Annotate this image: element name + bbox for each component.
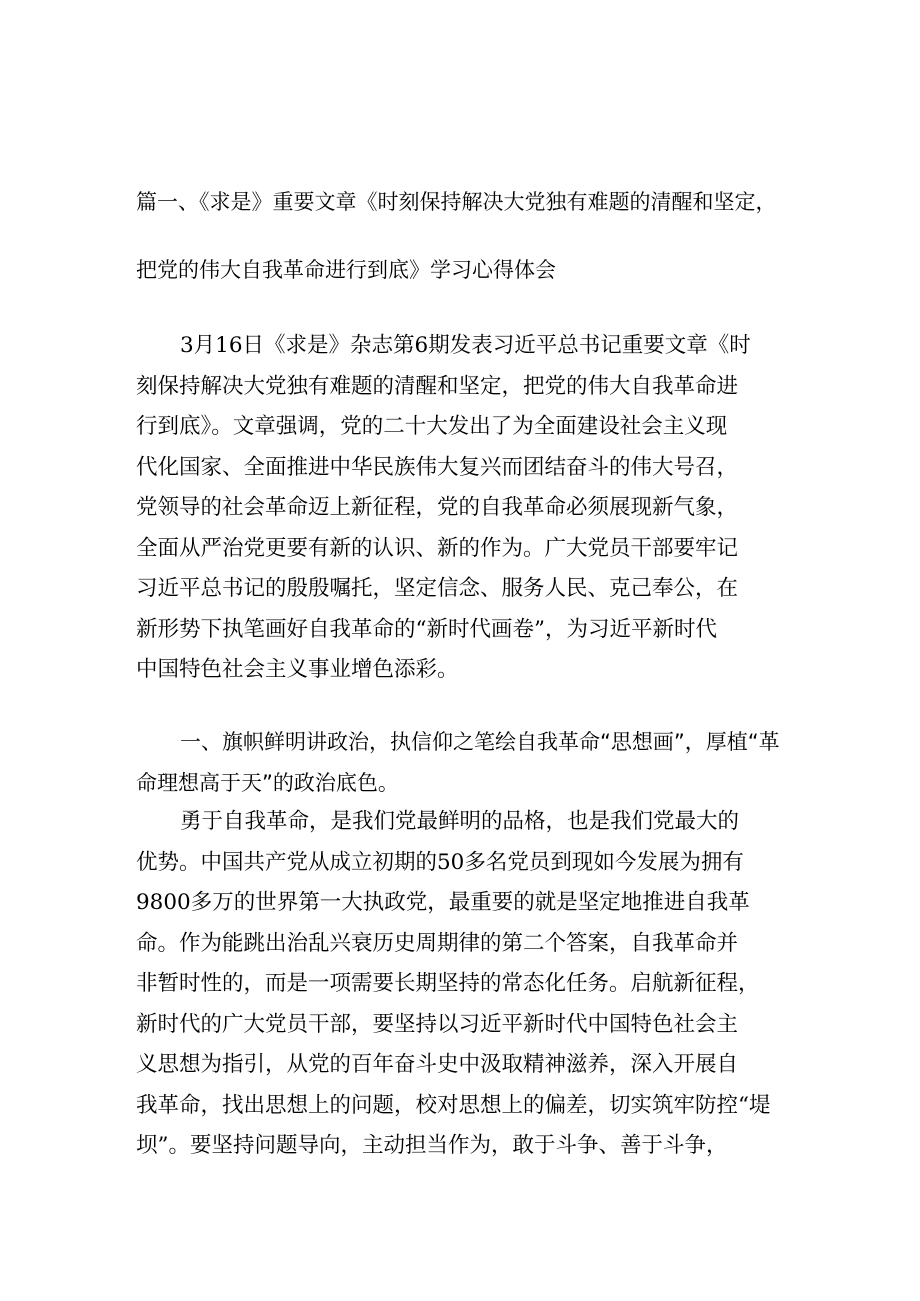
heading-line: 命理想高于天”的政治底色。 xyxy=(136,770,399,795)
paragraph-line: 优势。中国共产党从成立初期的50多名党员到现如今发展为拥有 xyxy=(136,849,744,875)
heading-line: 一、旗帜鲜明讲政治，执信仰之笔绘自我革命“思想画”，厚植“革 xyxy=(180,730,780,754)
document-title xyxy=(136,168,796,304)
paragraph-line: 命。作为能跳出治乱兴衰历史周期律的第二个答案，自我革命并 xyxy=(136,930,739,956)
paragraph-line: 义思想为指引，从党的百年奋斗史中汲取精神滋养，深入开展自 xyxy=(136,1052,739,1077)
paragraph-line: 党领导的社会革命迈上新征程，党的自我革命必须展现新气象， xyxy=(136,495,739,520)
paragraph-section-1 xyxy=(136,802,784,1167)
paragraph-line: 3月16日《求是》杂志第6期发表习近平总书记重要文章《时 xyxy=(180,333,751,358)
paragraph-line: 行到底》。文章强调，党的二十大发出了为全面建设社会主义现 xyxy=(136,414,728,439)
paragraph-line: 9800多万的世界第一大执政党，最重要的就是坚定地推进自我革 xyxy=(136,890,750,915)
paragraph-line: 习近平总书记的殷殷嘱托，坚定信念、服务人民、克己奉公，在 xyxy=(136,576,739,601)
paragraph-line: 新形势下执笔画好自我革命的“新时代画卷”，为习近平新时代 xyxy=(136,616,717,642)
paragraph-line: 中国特色社会主义事业增色添彩。 xyxy=(136,657,459,682)
paragraph-line: 新时代的广大党员干部，要坚持以习近平新时代中国特色社会主 xyxy=(136,1011,739,1037)
title-line: 篇一、《求是》重要文章《时刻保持解决大党独有难题的清醒和坚定， xyxy=(136,190,777,214)
title-line: 把党的伟大自我革命进行到底》学习心得体会 xyxy=(136,258,556,282)
paragraph-line: 刻保持解决大党独有难题的清醒和坚定，把党的伟大自我革命进 xyxy=(136,373,739,399)
paragraph-line: 勇于自我革命，是我们党最鲜明的品格，也是我们党最大的 xyxy=(180,809,740,834)
paragraph-line: 坝”。要坚持问题导向，主动担当作为，敢于斗争、善于斗争， xyxy=(136,1133,728,1158)
paragraph-intro xyxy=(136,326,784,691)
paragraph-line: 全面从严治党更要有新的认识、新的作为。广大党员干部要牢记 xyxy=(136,535,739,561)
paragraph-line: 代化国家、全面推进中华民族伟大复兴而团结奋斗的伟大号召， xyxy=(136,454,739,480)
paragraph-line: 非暂时性的，而是一项需要长期坚持的常态化任务。启航新征程， xyxy=(136,971,760,996)
section-heading-1 xyxy=(136,722,796,803)
paragraph-line: 我革命，找出思想上的问题，校对思想上的偏差，切实筑牢防控“堤 xyxy=(136,1092,771,1118)
